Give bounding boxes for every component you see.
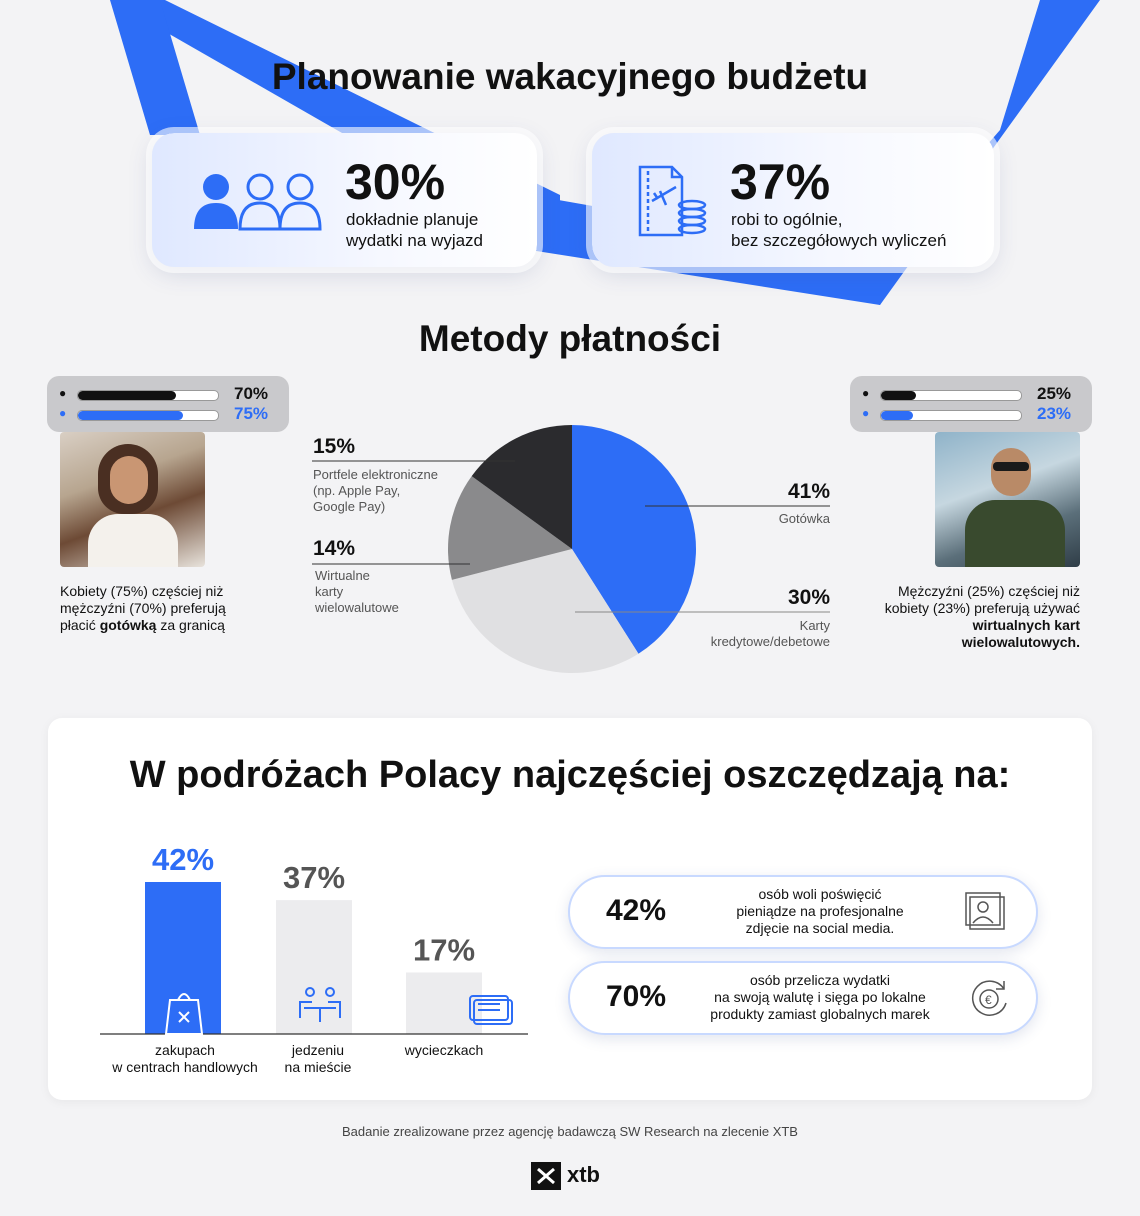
- bar-category-trips: wycieczkach: [404, 1042, 484, 1058]
- bar-trips-label: 17%: [412, 932, 476, 968]
- pie-label-ewallet-text: Portfele elektroniczne (np. Apple Pay, Google Pay): [313, 467, 439, 514]
- insight-pill-photo: [568, 875, 1038, 949]
- stat-card-general: [592, 133, 994, 267]
- photo-man: [935, 432, 1080, 567]
- bar-fill-women: [881, 411, 913, 420]
- bar-shopping-label: 42%: [151, 842, 215, 877]
- bar-fill-women: [78, 411, 183, 420]
- xtb-logo-text: xtb: [567, 1162, 600, 1187]
- bar-track-women: [77, 410, 219, 421]
- stat-card-planning: [152, 133, 537, 267]
- pie-label-cards-pct: 30%: [787, 586, 830, 609]
- insight-value: 70%: [606, 980, 667, 1013]
- pie-label-cards-text: Karty kredytowe/debetowe: [710, 618, 830, 649]
- bar-value-women: 23%: [1037, 404, 1072, 423]
- bar-value-men: 25%: [1037, 384, 1072, 403]
- insight-text: osób przelicza wydatki na swoją walutę i sięga po lokalne produkty zamiast globalnych marek: [710, 972, 930, 1022]
- woman-icon: ●: [59, 406, 67, 420]
- bar-category-food: jedzeniu na mieście: [284, 1042, 352, 1075]
- insight-text: osób woli poświęcić pieniądze na profesjonalne zdjęcie na social media.: [736, 886, 904, 936]
- svg-text:€: €: [985, 993, 992, 1007]
- pie-label-ewallet-pct: 15%: [313, 435, 356, 458]
- bar-value-men: 70%: [234, 384, 269, 403]
- bar-food-label: 37%: [282, 860, 346, 896]
- gender-bars-right: [850, 376, 1092, 432]
- stat-value: 30%: [345, 154, 446, 210]
- bar-shopping: [145, 882, 221, 1034]
- travel-budget-icon: [636, 163, 708, 239]
- xtb-logo: [531, 1160, 611, 1192]
- insight-value: 42%: [606, 894, 667, 927]
- savings-bar-chart: [100, 828, 580, 1048]
- stat-value: 37%: [730, 154, 831, 210]
- bar-value-women: 75%: [234, 404, 269, 423]
- bar-track-women: [880, 410, 1022, 421]
- photo-woman: [60, 432, 205, 567]
- man-icon: ●: [862, 386, 870, 400]
- stat-line-1: dokładnie planuje: [346, 210, 479, 229]
- pie-label-virtual-pct: 14%: [313, 537, 356, 560]
- euro-exchange-icon: [968, 977, 1012, 1021]
- footer-source: Badanie zrealizowane przez agencję badawczą SW Research na zlecenie XTB: [342, 1124, 798, 1139]
- xtb-logo-icon: [531, 1162, 561, 1190]
- bar-category-shopping: zakupach w centrach handlowych: [112, 1042, 258, 1075]
- savings-panel: [48, 718, 1092, 1100]
- pie-label-virtual-text: Wirtualne karty wielowalutowe: [315, 568, 399, 615]
- caption-left: Kobiety (75%) częściej niż mężczyźni (70%) preferują płacić gotówką za granicą: [60, 583, 226, 633]
- stat-line-1: robi to ogólnie,: [731, 210, 843, 229]
- photo-frame-icon: [964, 891, 1008, 933]
- gender-bars-left: [47, 376, 289, 432]
- woman-icon: ●: [862, 406, 870, 420]
- bar-fill-men: [881, 391, 916, 400]
- page-title: Planowanie wakacyjnego budżetu: [271, 56, 869, 97]
- bar-fill-men: [78, 391, 176, 400]
- bar-track-men: [77, 390, 219, 401]
- stat-line-2: wydatki na wyjazd: [346, 231, 484, 250]
- pie-label-cash-pct: 41%: [787, 480, 830, 503]
- man-icon: ●: [59, 386, 67, 400]
- bar-track-men: [880, 390, 1022, 401]
- section-title-payments: Metody płatności: [418, 318, 722, 359]
- stat-line-2: bez szczegółowych wyliczeń: [731, 231, 947, 250]
- pie-label-cash-text: Gotówka: [778, 511, 830, 526]
- people-icon: [192, 171, 322, 231]
- savings-title: W podróżach Polacy najczęściej oszczędzają na:: [129, 754, 1011, 796]
- insight-pill-currency: [568, 961, 1038, 1035]
- caption-right: Mężczyźni (25%) częściej niż kobiety (23%) preferują używać wirtualnych kart wielowalutowych.: [884, 583, 1080, 650]
